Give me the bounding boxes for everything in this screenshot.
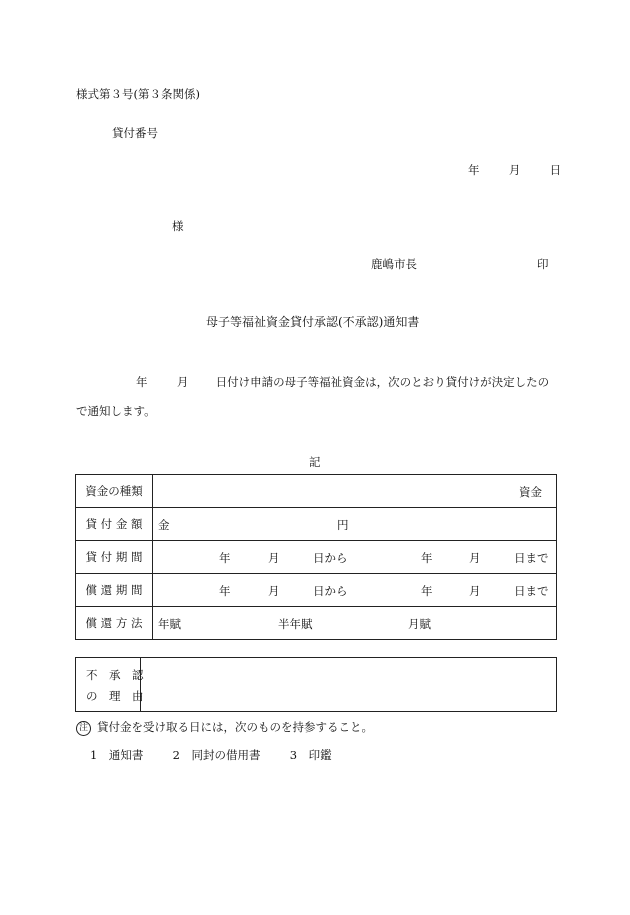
loan-period-value[interactable] <box>153 541 557 574</box>
loan-period-year-2: 年 <box>421 551 433 565</box>
loan-period-label: 貸 付 期 間 <box>76 541 153 574</box>
repay-period-year-2: 年 <box>421 584 433 598</box>
repay-method-annual: 年賦 <box>158 617 181 631</box>
reason-label <box>76 658 144 712</box>
body-line-1 <box>136 374 549 390</box>
body-year: 年 <box>136 375 148 389</box>
repay-method-monthly: 月賦 <box>408 617 431 631</box>
repay-period-year-1: 年 <box>219 584 231 598</box>
loan-number-label: 貸付番号 <box>112 126 158 140</box>
reason-label-line-1: 不 承 認 <box>86 668 144 682</box>
body-line-1-rest: 日付け申請の母子等福祉資金は，次のとおり貸付けが決定したの <box>215 375 550 389</box>
seal-mark: 印 <box>537 257 549 271</box>
table-row-repay-method <box>76 607 557 640</box>
note-items <box>90 747 332 763</box>
note-item-3: 3 印鑑 <box>289 748 332 762</box>
note-item-1: 1 通知書 <box>90 748 144 762</box>
amount-label: 貸 付 金 額 <box>76 508 153 541</box>
repay-period-value[interactable] <box>153 574 557 607</box>
amount-unit: 円 <box>337 518 349 532</box>
repay-period-month-1: 月 <box>268 584 280 598</box>
issuer-name: 鹿嶋市長 <box>371 257 417 271</box>
table-row-fund-type <box>76 475 557 508</box>
fund-type-value[interactable] <box>153 475 557 508</box>
loan-period-day-1: 日から <box>313 551 348 565</box>
repay-period-day-2: 日まで <box>514 584 549 598</box>
table-row-repay-period <box>76 574 557 607</box>
repay-method-value[interactable] <box>153 607 557 640</box>
table-row-reason <box>76 658 557 712</box>
fund-type-suffix: 資金 <box>519 485 542 499</box>
reason-label-line-2: の 理 由 <box>86 689 144 703</box>
document-title: 母子等福祉資金貸付承認(不承認)通知書 <box>206 315 420 329</box>
repay-period-day-1: 日から <box>313 584 348 598</box>
note-circle-icon: 注 <box>76 721 91 736</box>
form-number: 様式第３号(第３条関係) <box>76 87 200 101</box>
addressee-suffix: 様 <box>172 219 184 233</box>
repay-method-label: 償 還 方 法 <box>76 607 153 640</box>
date-year: 年 <box>468 163 480 177</box>
note-text: 貸付金を受け取る日には，次のものを持参すること。 <box>97 720 373 734</box>
amount-value[interactable] <box>153 508 557 541</box>
ki-heading: 記 <box>309 455 321 469</box>
amount-prefix: 金 <box>158 518 170 532</box>
fund-type-label: 資金の種類 <box>76 475 153 508</box>
repay-method-semiannual: 半年賦 <box>278 617 313 631</box>
date-month: 月 <box>508 163 521 177</box>
table-row-loan-period <box>76 541 557 574</box>
loan-period-month-2: 月 <box>469 551 481 565</box>
repay-period-month-2: 月 <box>469 584 481 598</box>
note-line <box>76 719 373 736</box>
reason-value[interactable] <box>141 658 557 712</box>
rejection-reason-table <box>75 657 557 712</box>
body-month: 月 <box>176 375 189 389</box>
body-line-2: で通知します。 <box>76 404 156 418</box>
loan-details-table <box>75 474 557 640</box>
date-line <box>468 162 561 178</box>
loan-period-year-1: 年 <box>219 551 231 565</box>
note-item-2: 2 同封の借用書 <box>172 748 261 762</box>
table-row-amount <box>76 508 557 541</box>
date-day: 日 <box>549 163 562 177</box>
repay-period-label: 償 還 期 間 <box>76 574 153 607</box>
loan-period-day-2: 日まで <box>514 551 549 565</box>
loan-period-month-1: 月 <box>268 551 280 565</box>
